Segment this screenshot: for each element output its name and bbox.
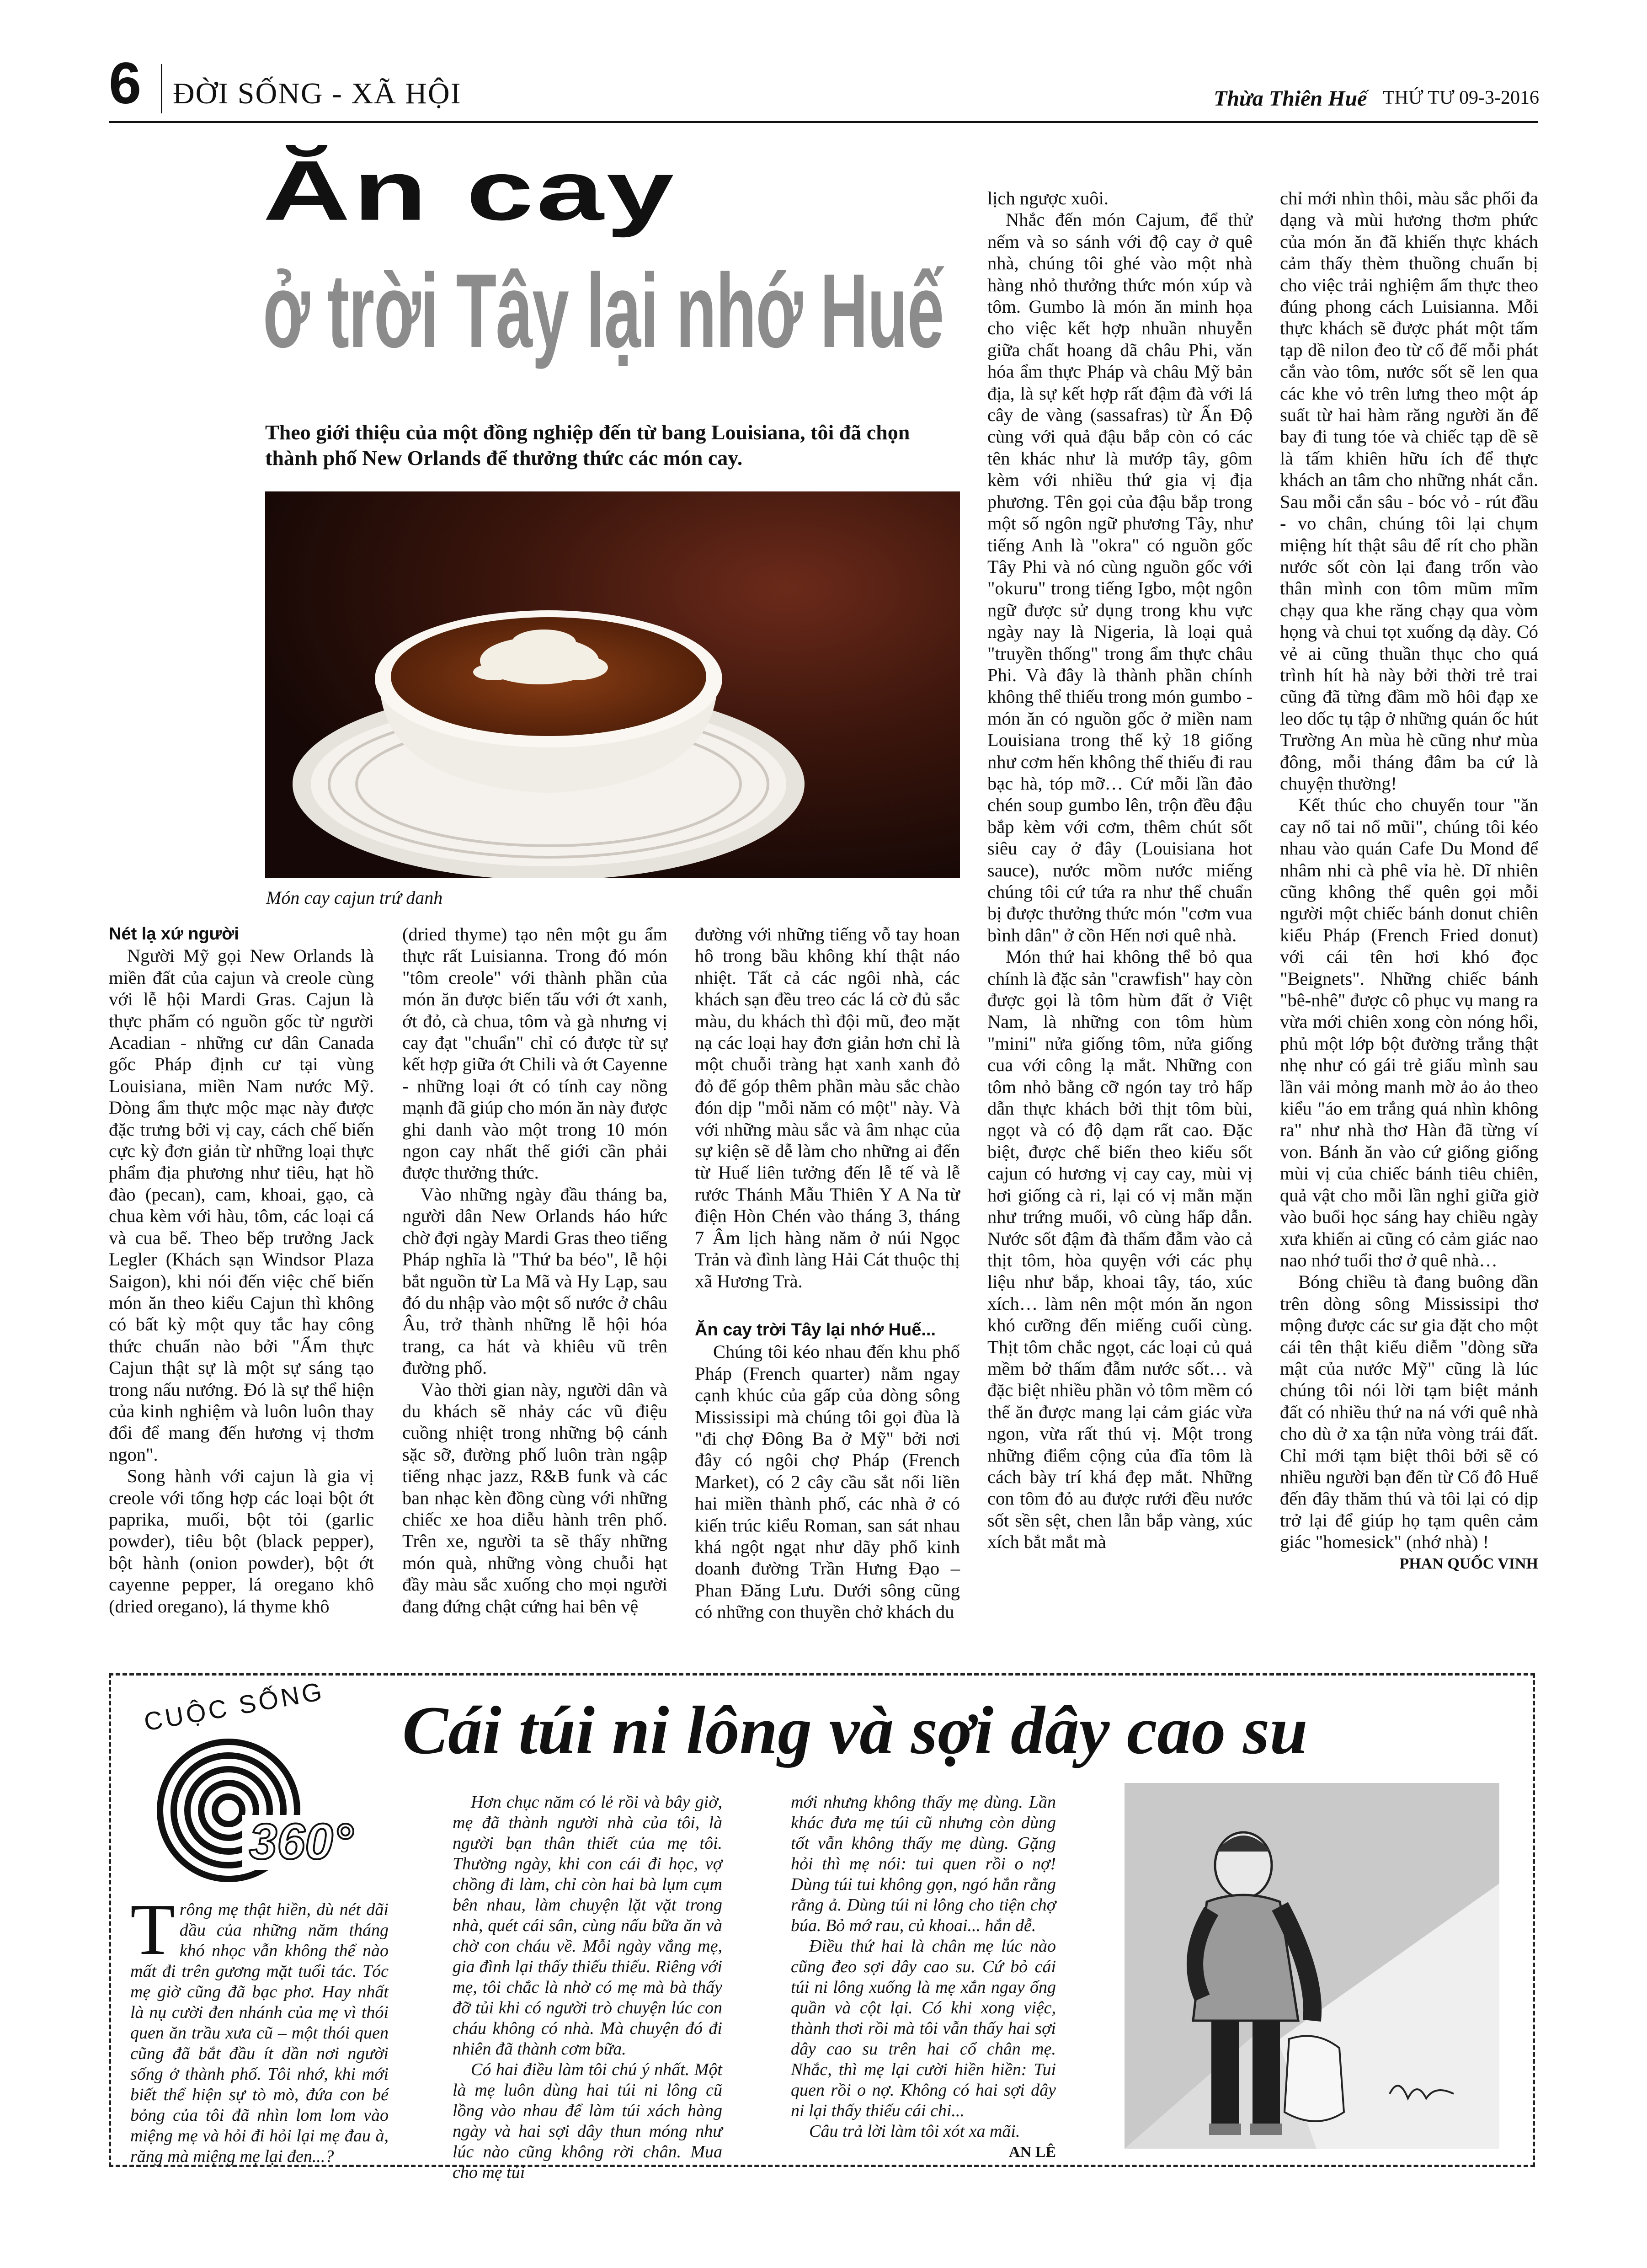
newspaper-brand: Thừa Thiên Huế — [1214, 86, 1367, 111]
article2-column-3 — [791, 1792, 1056, 2162]
page-number: 6 — [109, 51, 142, 116]
paragraph: Điều thứ hai là chân mẹ lúc nào cũng đeo sợi dây cao su. Cứ bỏ cái túi ni lông xuống là mẹ xắn ngay ống quần và cột lại. Có khi xong việc, thành thơi rồi mà tôi vẫn thấy hai sợi dây cao su trên hai cổ chân mẹ. Nhắc, thì mẹ lại cười hiền hiền: Tui quen rồi o nợ. Không có hai sợi dây ni lại thấy thiếu cái chi... — [791, 1937, 1056, 2120]
paragraph: Hơn chục năm có lẻ rồi và bây giờ, mẹ đã thành người nhà của tôi, là người bạn thân thiết của mẹ tôi. Thường ngày, khi con cái đi học, vợ chồng đi làm, chỉ còn hai bà lụm cụm bên nhau, làm chuyện lặt vặt trong nhà, quét cái sân, cùng nấu bữa ăn và chờ con cháu về. Mỗi ngày vắng mẹ, gia đình lại thấy thiếu thiếu. Riêng với mẹ, tôi chắc là nhờ có mẹ mà bà thấy đỡ tủi khi có người trò chuyện lúc con cháu không có nhà. Mà chuyện đó đi nhiên đã thành cơm bữa. — [453, 1793, 722, 2059]
article2-column-2 — [453, 1792, 722, 2183]
paragraph: mới nhưng không thấy mẹ dùng. Lần khác đưa mẹ túi cũ nhưng còn dùng tốt vẫn không thấy mẹ dùng. Gặng hỏi thì mẹ nói: tui quen rồi o nợ! Dùng túi tui không gọn, ngó hắn rằng rằng ả. Dùng túi ni lông cho tiện chợ búa. Bỏ mớ rau, củ khoai... hắn dễ. — [791, 1793, 1056, 1935]
paragraph: Món thứ hai không thể bỏ qua chính là đặc sản "crawfish" hay còn được gọi là tôm hùm đất ở Việt Nam, là những con tôm hùm "mini" nửa giống tôm, nửa giống cua với công lạ mắt. Những con tôm nhỏ bằng cỡ ngón tay trỏ hấp dẫn thực khách bởi thịt tôm bùi, ngọt và có độ dạm rất cao. Đặc biệt, được chế biến theo kiểu sốt cajun có hương vị cay cay, mùi vị hơi giống cà ri, lại có vị mằn mặn như trứng muối, vô cùng hấp dẫn. Nước sốt đậm đà thấm đẫm vào cả thịt tôm, hòa quyện với các phụ liệu như bắp, khoai tây, táo, xúc xích… làm nên một món ăn ngon khó cưỡng đến miếng cuối cùng. Thịt tôm chắc ngọt, các loại củ quả mềm bở thấm đẫm nước sốt… và đặc biệt nhiều phần vỏ tôm mềm có thể ăn được mang lại cảm giác vừa ngon, vừa rất thú vị. Một trong những điểm cộng của đĩa tôm là cách bày trí khá đẹp mắt. Những con tôm đỏ au được rưới đều nước sốt sền sệt, chen lẫn bắp vàng, xúc xích bắt mắt mà — [987, 946, 1253, 1553]
paragraph: Kết thúc cho chuyến tour "ăn cay nổ tai nổ mũi", chúng tôi kéo nhau vào quán Cafe Du Mond để nhâm nhi cà phê vỉa hè. Dĩ nhiên cũng không thể quên gọi mỗi người một chiếc bánh donut chiên kiểu Pháp (French Fried donut) với cái tên hơi khó đọc "Beignets". Những chiếc bánh "bê-nhê" được cô phục vụ mang ra vừa mới chiên xong còn nóng hổi, phủ một lớp bột đường trắng thật nhẹ như có gái trẻ giấu mình sau lần vải mỏng manh mờ ảo ảo theo kiểu "áo em trắng quá nhìn không ra" như nhà thơ Hàn đã từng ví von. Bánh ăn vào cứ giống giống mùi vị của chiếc bánh tiêu chiên, quả vật cho mỗi lần nghỉ giữa giờ vào buổi học sáng hay chiều ngày xưa khiến ai cũng có cảm giác nao nao nhớ tuổi thơ ở quê nhà… — [1280, 795, 1538, 1270]
column-logo-number: 360° — [249, 1814, 353, 1870]
paragraph: chỉ mới nhìn thôi, màu sắc phối đa dạng và mùi hương thơm phức của món ăn đã khiến thực khách cảm thấy thèm thuồng chuẩn bị cho việc trải nghiệm ẩm thực theo đúng phong cách Luisianna. Mỗi thực khách sẽ được phát một tấm tạp dề nilon đeo từ cổ để mỗi phát cắn vào tôm, nước sốt sẽ len qua các khe vỏ trên lưng theo một áp suất từ hai hàm răng người ăn để bay đi tung tóe và chiếc tạp dề sẽ là tấm khiên hữu ích để thực khách an tâm cho những nhát cắn. Sau mỗi cắn sâu - bóc vỏ - rút đầu - vo chân, chúng tôi lại chụm miệng hít thật sâu để rít cho phần nước sốt còn lại đang trốn vào thân mình con tôm mũm mĩm chạy qua khe răng chạy qua vòm họng và chui tọt xuống dạ dày. Có vẻ ai cũng thuần thục cho quá trình hít hà này bởi thời trẻ trai cũng đã từng đầm mồ hôi đạp xe leo dốc tụ tập ở những quán ốc hút Trường An mùa hè cũng như mùa đông, mỗi tháng đâm ba cứ là chuyện thường! — [1280, 188, 1538, 794]
section-label: ĐỜI SỐNG - XÃ HỘI — [173, 77, 462, 110]
paragraph: Nhắc đến món Cajum, để thử nếm và so sánh với độ cay ở quê nhà, chúng tôi ghé vào một nhà hàng nhỏ thưởng thức món xúp và tôm. Gumbo là món ăn minh họa cho việc kết hợp nhuần nhuyễn giữa chất hoang dã châu Phi, văn hóa ẩm thực Pháp và châu Mỹ bản địa, là sự kết hợp rất đậm đà với lá cây de vàng (sassafras) từ Ấn Độ cùng với quả đậu bắp còn có các tên khác như là mướp tây, gôm kèm với nhiều thứ gia vị địa phương. Tên gọi của đậu bắp trong một số ngôn ngữ phương Tây, như tiếng Anh là "okra" có nguồn gốc Tây Phi và nó cùng nguồn gốc với "okuru" trong tiếng Igbo, một ngôn ngữ được sử dụng trong khu vực ngày nay là Nigeria, là loại quả "truyền thống" trong ẩm thực châu Phi. Và đây là thành phần chính không thể thiếu trong món gumbo - món ăn có nguồn gốc ở miền nam Louisiana trong thể kỷ 18 giống như cơm hến không thể thiếu đi rau bạc hà, tóp mỡ… Cứ mỗi lần đảo chén soup gumbo lên, trộn đều đậu bắp kèm với cơm, thêm chút sốt siêu cay ở đây (Louisiana hot sauce), nước mồm nước miếng chúng tôi cứ tứa ra như thể chuẩn bị được thưởng thức món "cơm vua bình dân" ở cồn Hến nơi quê nhà. — [987, 209, 1253, 945]
article-title-line2: ở trời Tây lại nhớ Huế — [263, 252, 944, 369]
header-rule — [109, 121, 1538, 123]
paragraph: lịch ngược xuôi. — [987, 188, 1109, 208]
subhead-strange-land: Nét lạ xứ người — [109, 924, 239, 944]
paragraph: Có hai điều làm tôi chú ý nhất. Một là mẹ luôn dùng hai túi ni lông cũ lồng vào nhau để làm túi xách hàng ngày và hai sợi dây thun móng như lúc nào cũng không rời chân. Mua cho mẹ túi — [453, 2060, 722, 2182]
paragraph: Vào thời gian này, người dân và du khách sẽ nhảy các vũ điệu cuồng nhiệt trong những bộ cánh sặc sỡ, đường phố luôn tràn ngập tiếng nhạc jazz, R&B funk và các ban nhạc kèn đồng cùng với những chiếc xe hoa diễu hành trên phố. Trên xe, người ta sẽ thấy những món quà, những vòng chuỗi hạt đầy màu sắc xuống cho mọi người đang đứng chật cứng hai bên vệ — [402, 1379, 667, 1617]
woman-illustration — [1125, 1783, 1499, 2149]
article1-column-3 — [695, 923, 960, 1623]
article1-column-5 — [1280, 187, 1538, 1574]
column-logo-text: CUỘC SỐNG — [142, 1676, 327, 1737]
paragraph: rông mẹ thật hiền, dù nét dãi dầu của những năm tháng khó nhọc vẫn không thể nào mất đi trên gương mặt tuổi tác. Tóc mẹ giờ cũng đã bạc phơ. Hay nhất là nụ cười đen nhánh của mẹ vì thói quen ăn trầu xưa cũ – một thói quen cũng đã bắt đầu ít dần nơi người sống ở thành phố. Tôi nhớ, khi mới biết thể hiện sự tò mò, đứa con bé bỏng của tôi đã nhìn lom lom vào miệng mẹ và hỏi đi hỏi lại mẹ đau à, răng mà miệng mẹ lại đen...? — [130, 1900, 389, 2166]
issue-date: THỨ TƯ 09-3-2016 — [1383, 87, 1540, 108]
paragraph: Vào những ngày đầu tháng ba, người dân New Orlands háo hức chờ đợi ngày Mardi Gras theo tiếng Pháp nghĩa là "Thứ ba béo", lễ hội bắt nguồn từ La Mã và Hy Lạp, sau đó du nhập vào một số nước ở châu Âu, trở thành những lễ hội hóa trang, ca hát và khiêu vũ trên đường phố. — [402, 1184, 667, 1378]
article2-column-1 — [130, 1889, 389, 2167]
article-title-line1: Ăn cay — [263, 143, 677, 238]
subhead-spicy-west: Ăn cay trời Tây lại nhớ Huế... — [695, 1320, 936, 1339]
paragraph: Câu trả lời làm tôi xót xa mãi. — [809, 2122, 1020, 2141]
header-divider — [161, 64, 162, 113]
paragraph: (dried thyme) tạo nên một gu ẩm thực rất Luisianna. Trong đó món "tôm creole" với thành phần của món ăn được biến tấu với ớt xanh, ớt đỏ, cà chua, tôm và gà nhưng vị cay đạt "chuẩn" chỉ có được từ sự kết hợp giữa ớt Chili và ớt Cayenne - những loại ớt có tính cay nồng mạnh đã giúp cho món ăn này được ghi danh vào một trong 10 món ngon cay nhất thế giới cần phải được thưởng thức. — [402, 924, 667, 1183]
article1-column-1 — [109, 923, 374, 1617]
paragraph: Chúng tôi kéo nhau đến khu phố Pháp (French quarter) nằm ngay cạnh khúc của gấp của dòng sông Mississipi mà chúng tôi gọi đùa là "đi chợ Đông Ba ở Mỹ" bởi nơi đây có ngôi chợ Pháp (French Market), có 2 cây cầu sắt nối liền hai miền thành phố, các nhà ở có kiến trúc kiểu Roman, san sát nhau khá ngột ngạt như dãy phố kinh doanh đường Trần Hưng Đạo – Phan Đăng Lưu. Dưới sông cũng có những con thuyền chở khách du — [695, 1341, 960, 1622]
article2-title: Cái túi ni lông và sợi dây cao su — [402, 1692, 1308, 1768]
paragraph: đường với những tiếng vỗ tay hoan hô trong bầu không khí thật náo nhiệt. Tất cả các ngôi nhà, các khách sạn đều treo các lá cờ đủ sắc màu, du khách thì đội mũ, đeo mặt nạ các loại hay đơn giản hơn chỉ là một chuỗi tràng hạt xanh xanh đỏ đỏ để góp thêm phần màu sắc chào đón dịp "mỗi năm có một" này. Và với những màu sắc và âm nhạc của sự kiện sẽ dễ làm cho những ai đến từ Huế liên tưởng đến lễ tế và lễ rước Thánh Mẫu Thiên Y A Na từ điện Hòn Chén vào tháng 3, tháng 7 Âm lịch hàng năm ở núi Ngọc Trản và đình làng Hải Cát thuộc thị xã Hương Trà. — [695, 924, 960, 1291]
paragraph: Bóng chiều tà đang buông dần trên dòng sông Mississipi thơ mộng được các sư gia đặt cho một cái tên thật kiểu diễm "dòng sữa mật của nước Mỹ" cũng là lúc chúng tôi nói lời tạm biệt mảnh đất có nhiều thứ na ná với quê nhà cho dù ở xa tận nửa vòng trái đất. Chỉ mới tạm biệt thôi bởi sẽ có nhiều người bạn đến từ Cố đô Huế đến đây thăm thú và tôi lại có dịp trở lại để giúp họ tạm quên cảm giác "homesick" (nhớ nhà) ! — [1280, 1271, 1538, 1553]
article1-author: PHAN QUỐC VINH — [1399, 1555, 1538, 1572]
paragraph: Người Mỹ gọi New Orlands là miền đất của cajun và creole cùng với lễ hội Mardi Gras. Cajun là thực phẩm có nguồn gốc từ người Acadian - những cư dân Canada gốc Pháp định cư tại vùng Louisiana, miền Nam nước Mỹ. Dòng ẩm thực mộc mạc này được đặc trưng bởi vị cay, cách chế biến cực kỳ đơn giản từ những loại thực phẩm địa phương như tiêu, hạt hồ đào (pecan), cam, khoai, gạo, cà chua kèm với hàu, tôm, các loại cá và cua bể. Theo bếp trưởng Jack Legler (Khách sạn Windsor Plaza Saigon), khi nói đến việc chế biến món ăn theo kiểu Cajun thì không có bất kỳ một quy tắc hay công thức chuẩn nào bởi "Ẩm thực Cajun thật sự là một sự sáng tạo trong nấu nướng. Đó là sự thể hiện của kinh nghiệm và luôn luôn thay đổi để mang đến hương vị thơm ngon". — [109, 945, 374, 1465]
paragraph: Song hành với cajun là gia vị creole với tổng hợp các loại bột ớt paprika, muối, bột tỏi (garlic powder), tiêu bột (black pepper), bột hành (onion powder), bột ớt cayenne pepper, lá oregano khô (dried oregano), lá thyme khô — [109, 1466, 374, 1617]
article1-column-4 — [987, 187, 1253, 1553]
article1-column-2 — [402, 923, 667, 1617]
gumbo-photo — [265, 491, 960, 878]
photo-caption: Món cay cajun trứ danh — [266, 887, 443, 908]
article-lead: Theo giới thiệu của một đồng nghiệp đến từ bang Louisiana, tôi đã chọn thành phố New Orlands để thưởng thức các món cay. — [265, 421, 910, 470]
drop-cap: T — [130, 1889, 175, 1970]
article2-author: AN LÊ — [1009, 2144, 1056, 2161]
